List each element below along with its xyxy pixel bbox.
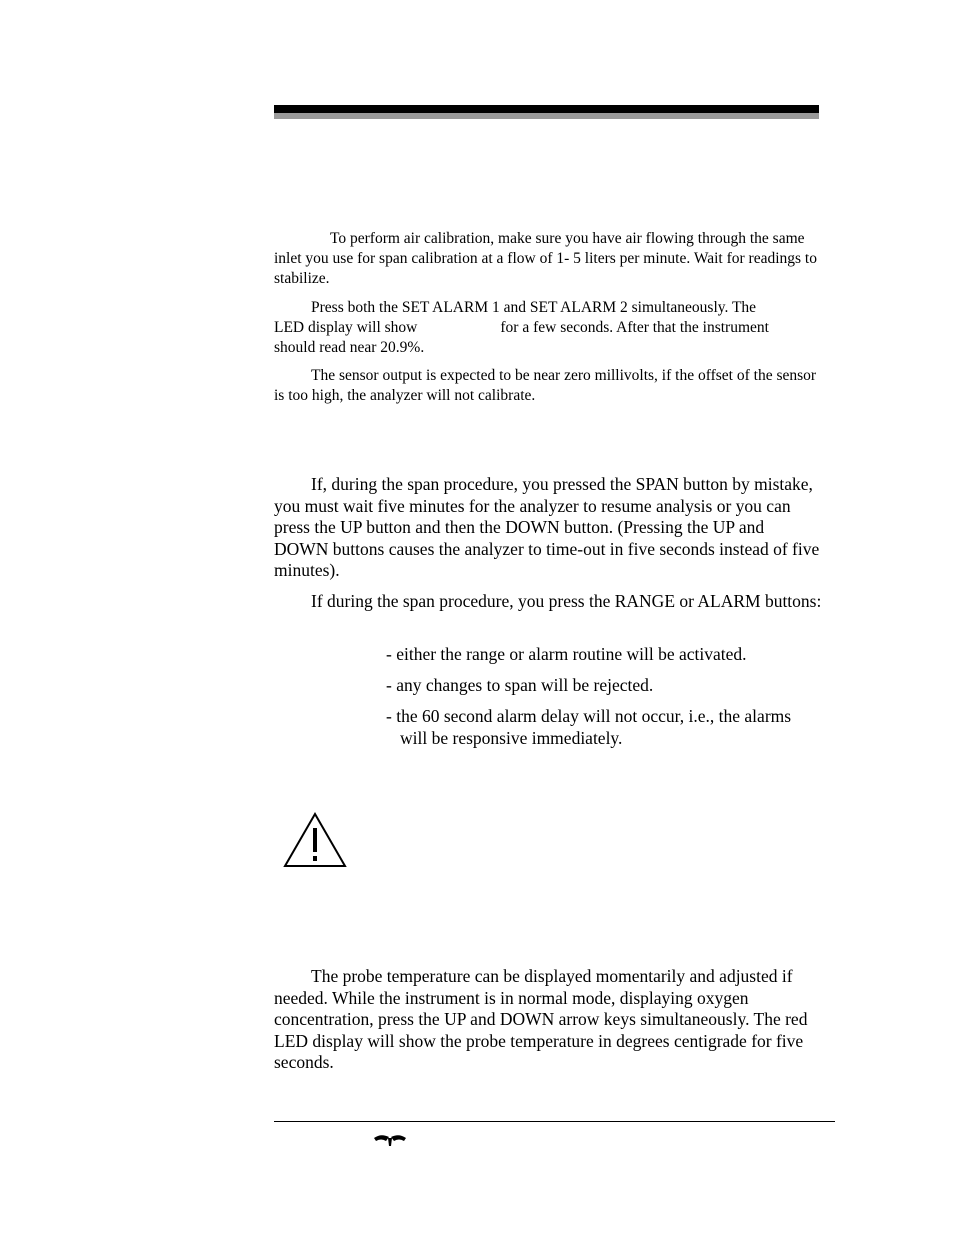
air-calibration-paragraph-3 [274, 366, 822, 406]
paragraph-text: The probe temperature can be displayed momentarily and adjusted if needed. While the instrument is in normal mode, displaying oxygen concentration, press the UP and DOWN arrow keys simultaneously. The red LED display will show the probe temperature in degrees centigrade for five seconds. [274, 966, 808, 1072]
list-item [386, 644, 826, 666]
list-item [386, 706, 826, 749]
paragraph-text: should read near 20.9%. [274, 339, 425, 356]
probe-temperature-paragraph [274, 966, 822, 1074]
header-rule-shadow [274, 113, 819, 119]
span-mistake-paragraph-2 [274, 591, 822, 613]
header-rule [274, 105, 819, 113]
span-mistake-paragraph-1 [274, 474, 822, 582]
air-calibration-paragraph-2 [274, 298, 822, 358]
list-item-text: - any changes to span will be rejected. [386, 675, 654, 695]
company-logo [373, 1133, 407, 1147]
warning-triangle-icon [283, 812, 347, 868]
list-item [386, 675, 826, 697]
air-calibration-paragraph-1 [274, 229, 822, 289]
list-item-text: - the 60 second alarm delay will not occur, i.e., the alarms [386, 706, 792, 726]
paragraph-text: To perform air calibration, make sure you have air flowing through the same inlet you use for span calibration at a flow of 1- 5 liters per minute. Wait for readings to stabilize. [274, 230, 817, 287]
list-item-text: - either the range or alarm routine will be activated. [386, 644, 747, 664]
paragraph-text: LED display will show [274, 319, 418, 336]
paragraph-text: If, during the span procedure, you pressed the SPAN button by mistake, you must wait five minutes for the analyzer to resume analysis or you can press the UP button and then the DOWN button. (Pressing the UP and DOWN buttons causes the analyzer to time-out in five seconds instead of five minutes). [274, 474, 820, 580]
footer-rule [274, 1121, 835, 1122]
paragraph-text: for a few seconds. After that the instrument [500, 319, 769, 336]
list-item-text: will be responsive immediately. [400, 727, 623, 748]
paragraph-text: If during the span procedure, you press the RANGE or ALARM buttons: [311, 591, 822, 611]
paragraph-text: The sensor output is expected to be near zero millivolts, if the offset of the sensor is too high, the analyzer will not calibrate. [274, 367, 817, 404]
paragraph-text: Press both the SET ALARM 1 and SET ALARM 2 simultaneously. The [311, 299, 757, 316]
